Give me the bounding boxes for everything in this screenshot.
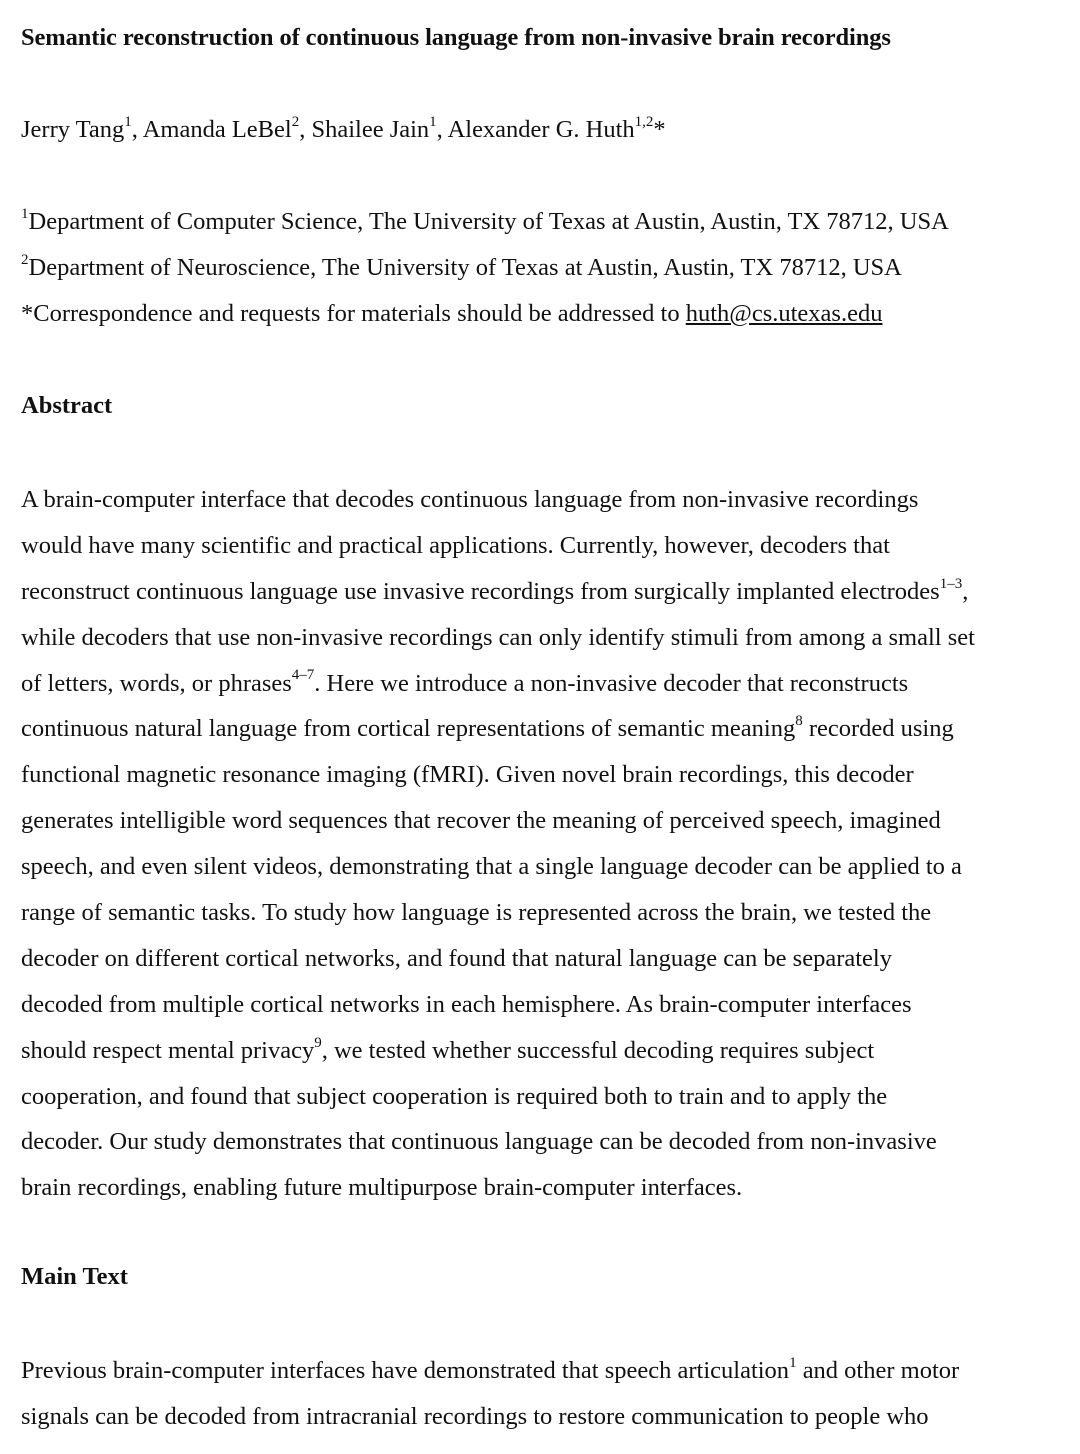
main-text-heading: Main Text	[21, 1263, 128, 1290]
text-line: would have many scientific and practical applications. Currently, however, decoders that	[21, 531, 890, 559]
main-text-body	[21, 1348, 1066, 1440]
citation-marker: 8	[795, 713, 803, 730]
citation-marker: 9	[314, 1034, 322, 1051]
citation-marker: 4–7	[291, 667, 315, 684]
abstract-heading: Abstract	[21, 392, 113, 419]
text-line: A brain-computer interface that decodes continuous language from non-invasive recordings	[21, 486, 919, 513]
text-line: functional magnetic resonance imaging (fMRI). Given novel brain recordings, this decoder	[21, 761, 914, 789]
text-line: while decoders that use non-invasive recordings can only identify stimuli from among a small set	[21, 623, 975, 651]
citation-marker: 1–3	[939, 575, 963, 592]
text-line: decoder. Our study demonstrates that continuous language can be decoded from non-invasive	[21, 1128, 937, 1156]
text-line: signals can be decoded from intracranial recordings to restore communication to people who	[21, 1402, 929, 1430]
affiliation-marker: 1,2	[634, 113, 654, 130]
text-line: range of semantic tasks. To study how language is represented across the brain, we tested the	[21, 899, 932, 927]
text-line: should respect mental privacy$^9$, we tested whether successful decoding requires subject	[21, 1034, 875, 1064]
text-line: continuous natural language from cortical representations of semantic meaning$^8$ recorded using	[21, 713, 954, 743]
affiliation-1: $^1$Department of Computer Science, The University of Texas at Austin, Austin, TX 78712, USA	[21, 205, 949, 235]
email-link[interactable]: huth@cs.utexas.edu	[685, 300, 883, 327]
author-list	[21, 113, 666, 144]
author: Jerry Tang$^1$,	[21, 113, 143, 143]
text-line: speech, and even silent videos, demonstrating that a single language decoder can be applied to a	[21, 853, 962, 881]
text-line: decoded from multiple cortical networks in each hemisphere. As brain-computer interfaces	[21, 990, 912, 1018]
affiliation-marker: 1	[429, 113, 437, 130]
text-line: brain recordings, enabling future multipurpose brain-computer interfaces.	[21, 1174, 743, 1202]
citation-marker: 1	[789, 1354, 797, 1371]
author: Shailee Jain$^1$,	[311, 113, 448, 143]
author: Amanda LeBel$^2$,	[142, 113, 312, 143]
text-line: of letters, words, or phrases$^{4-7}$. Here we introduce a non-invasive decoder that reconstructs	[21, 667, 909, 697]
affiliation-2: $^2$Department of Neuroscience, The University of Texas at Austin, Austin, TX 78712, USA	[21, 251, 902, 281]
author: Alexander G. Huth$^{1,2}$*	[447, 113, 666, 143]
text-line: cooperation, and found that subject cooperation is required both to train and to apply the	[21, 1082, 888, 1110]
abstract-body	[21, 477, 1066, 1211]
corresponding-author-mark: *	[653, 116, 666, 143]
correspondence-note: *Correspondence and requests for materials should be addressed to huth@cs.utexas.edu	[21, 300, 883, 327]
text-line: reconstruct continuous language use invasive recordings from surgically implanted electrodes$^{1-3}$,	[21, 575, 969, 605]
affiliation-marker: 1	[124, 113, 132, 130]
text-line: generates intelligible word sequences that recover the meaning of perceived speech, imagined	[21, 807, 941, 835]
affiliation-marker: 2	[291, 113, 300, 130]
text-line: decoder on different cortical networks, and found that natural language can be separately	[21, 944, 892, 972]
text-line: Previous brain-computer interfaces have demonstrated that speech articulation$^1$ and other motor	[21, 1354, 960, 1384]
paper-title: Semantic reconstruction of continuous language from non-invasive brain recordings	[21, 24, 891, 51]
